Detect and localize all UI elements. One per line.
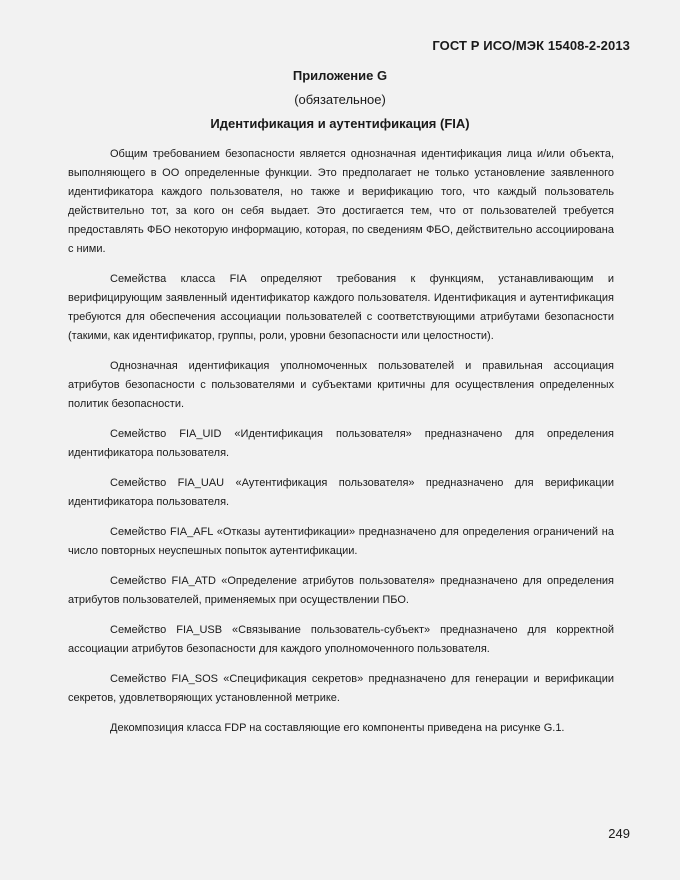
paragraph-unique-identification: Однозначная идентификация уполномоченных пользователей и правильная ассоциация атрибутов безопасности с пользователями и субъектами критичны для осуществления определенных политик безопасности. [68,360,614,410]
annex-status: (обязательное) [294,92,386,107]
paragraph-decomposition: Декомпозиция класса FDP на составляющие его компоненты приведена на рисунке G.1. [110,722,565,734]
paragraph-fia-families: Семейства класса FIA определяют требования к функциям, устанавливающим и верифицирующим заявленный идентификатор каждого пользователя. Идентификация и аутентификация требуются для обеспечения ассоциации пользователей с соответствующими атрибутами безопасности (такими, как идентификатор, группы, роли, уровни безопасности или целостности). [68,273,614,342]
paragraph-general-requirement: Общим требованием безопасности является однозначная идентификация лица и/или объекта, выполняющего в ОО определенные функции. Это предполагает не только установление заявленного идентификатора каждого пользователя, но также и верификацию того, что каждый пользователь действительно тот, за кого он себя выдает. Это достигается тем, что от пользователей требуется предоставлять ФБО некоторую информацию, которая, по сведениям ФБО, действительно ассоциирована с ними. [68,148,614,255]
paragraph-fia-uid: Семейство FIA_UID «Идентификация пользователя» предназначено для определения идентификатора пользователя. [68,428,614,459]
paragraph-fia-usb: Семейство FIA_USB «Связывание пользователь-субъект» предназначено для корректной ассоциации атрибутов безопасности для каждого уполномоченного пользователя. [68,624,614,655]
paragraph-fia-afl: Семейство FIA_AFL «Отказы аутентификации» предназначено для определения ограничений на число повторных неуспешных попыток аутентификации. [68,526,614,557]
annex-heading: Идентификация и аутентификация (FIA) [210,116,470,131]
paragraph-fia-uau: Семейство FIA_UAU «Аутентификация пользователя» предназначено для верификации идентификатора пользователя. [68,477,614,508]
page-number: 249 [608,826,630,841]
standard-code-header: ГОСТ Р ИСО/МЭК 15408-2-2013 [432,38,630,53]
paragraph-fia-sos: Семейство FIA_SOS «Спецификация секретов» предназначено для генерации и верификации секретов, удовлетворяющих установленной метрике. [68,673,614,704]
paragraph-fia-atd: Семейство FIA_ATD «Определение атрибутов пользователя» предназначено для определения атрибутов пользователей, применяемых при осуществлении ПБО. [68,575,614,606]
body-text [68,145,614,749]
annex-title: Приложение G [292,68,388,83]
